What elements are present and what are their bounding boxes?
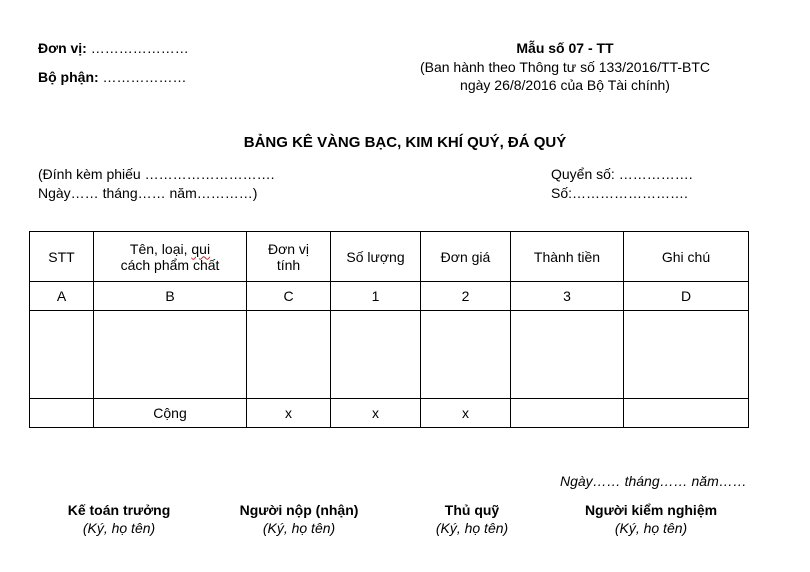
total-cell: x — [421, 399, 511, 428]
signature-hint: (Ký, họ tên) — [82, 520, 156, 536]
empty-cell[interactable] — [30, 311, 94, 399]
footer-date: Ngày…… tháng…… năm…… — [560, 473, 747, 489]
attach-line: (Đính kèm phiếu ………………………. — [38, 166, 275, 182]
signature-role: Kế toán trưởng — [67, 502, 171, 518]
table-code-row — [30, 282, 749, 311]
signature-payer — [204, 502, 394, 536]
unit-label: Đơn vị: — [38, 40, 87, 56]
header-note: Ghi chú — [624, 232, 749, 282]
table-row — [30, 311, 749, 399]
issued-line-1: (Ban hành theo Thông tư số 133/2016/TT-BTC — [419, 59, 711, 75]
signature-role: Thủ quỹ — [444, 502, 500, 518]
header-amount: Thành tiền — [511, 232, 624, 282]
signature-chief-accountant — [24, 502, 214, 536]
total-cell — [624, 399, 749, 428]
table-header-row — [30, 232, 749, 282]
dept-dots: ……………… — [98, 69, 187, 85]
signature-role: Người nộp (nhận) — [239, 502, 359, 518]
header-name — [94, 232, 247, 282]
unit-dots: ………………… — [86, 40, 189, 56]
table-total-row — [30, 399, 749, 428]
code-cell: C — [247, 282, 331, 311]
code-cell: D — [624, 282, 749, 311]
dept-field — [38, 69, 187, 85]
header-quantity: Số lượng — [331, 232, 421, 282]
total-cell — [511, 399, 624, 428]
empty-cell[interactable] — [331, 311, 421, 399]
signature-hint: (Ký, họ tên) — [435, 520, 509, 536]
document-number: Số:……………………. — [551, 185, 688, 201]
header-name-pre: Tên, loại, — [129, 240, 192, 257]
empty-cell[interactable] — [247, 311, 331, 399]
code-cell: A — [30, 282, 94, 311]
signature-hint: (Ký, họ tên) — [614, 520, 688, 536]
total-cell — [30, 399, 94, 428]
signature-hint: (Ký, họ tên) — [262, 520, 336, 536]
total-cell: x — [331, 399, 421, 428]
form-number: Mẫu số 07 - TT — [516, 40, 614, 56]
header-unit-line2: tính — [276, 256, 301, 273]
header-name-misspelled: qui — [191, 240, 211, 257]
header-unit-line1: Đơn vị — [267, 240, 310, 257]
header-stt: STT — [30, 232, 94, 282]
header-unit — [247, 232, 331, 282]
signature-inspector — [556, 502, 746, 536]
total-label: Cộng — [94, 399, 247, 428]
dept-label: Bộ phận: — [38, 69, 99, 85]
empty-cell[interactable] — [421, 311, 511, 399]
empty-cell[interactable] — [624, 311, 749, 399]
empty-cell[interactable] — [511, 311, 624, 399]
code-cell: 3 — [511, 282, 624, 311]
code-cell: 2 — [421, 282, 511, 311]
items-table — [29, 231, 749, 428]
signature-cashier — [377, 502, 567, 536]
code-cell: B — [94, 282, 247, 311]
issued-line-2: ngày 26/8/2016 của Bộ Tài chính) — [460, 77, 670, 93]
book-number: Quyển số: ……………. — [551, 166, 693, 182]
page-title: BẢNG KÊ VÀNG BẠC, KIM KHÍ QUÝ, ĐÁ QUÝ — [243, 134, 567, 151]
code-cell: 1 — [331, 282, 421, 311]
signature-role: Người kiểm nghiệm — [584, 502, 718, 518]
unit-field — [38, 40, 189, 56]
date-line: Ngày…… tháng…… năm…………) — [38, 185, 258, 201]
header-name-line2: cách phẩm chất — [120, 256, 220, 273]
empty-cell[interactable] — [94, 311, 247, 399]
header-price: Đơn giá — [421, 232, 511, 282]
total-cell: x — [247, 399, 331, 428]
